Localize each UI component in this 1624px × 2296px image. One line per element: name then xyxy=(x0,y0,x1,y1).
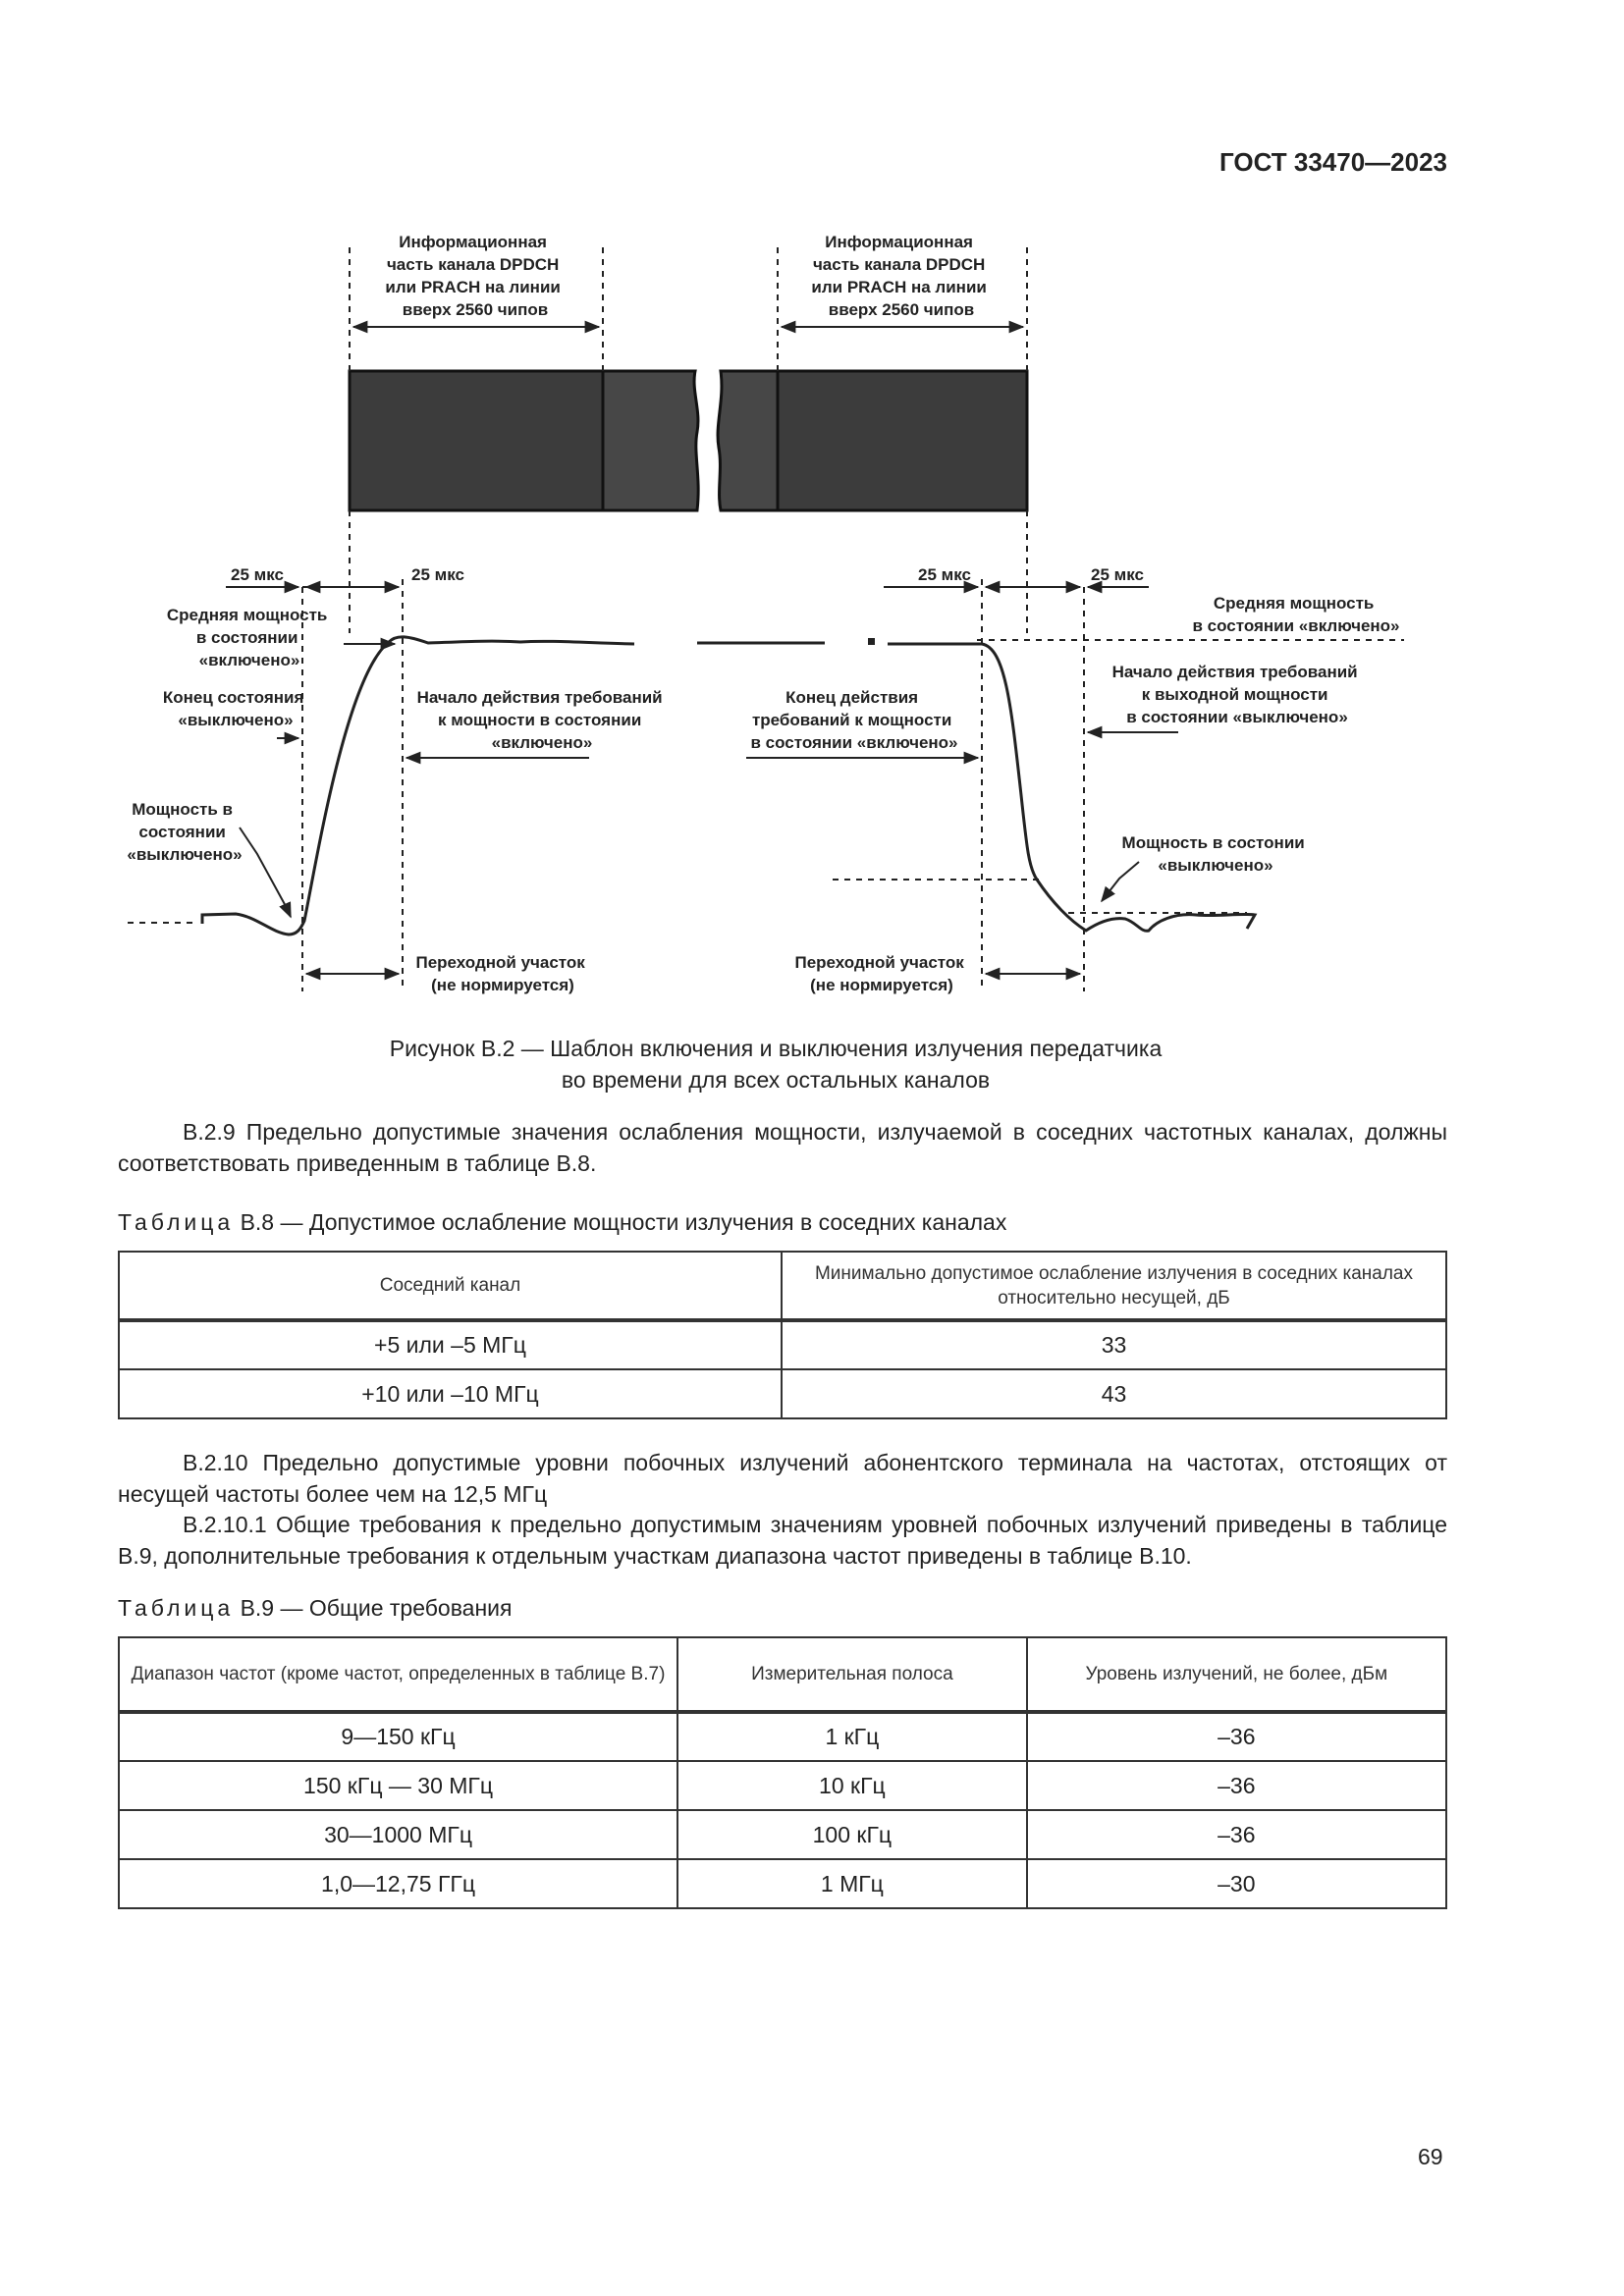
table-row: +10 или –10 МГц 43 xyxy=(119,1369,1446,1418)
table-b9-caption: Таблица В.9 — Общие требования xyxy=(118,1595,513,1621)
table-b9-header-bandwidth: Измерительная полоса xyxy=(677,1637,1027,1712)
avg-power-on-label-right: Средняя мощность в состоянии «включено» xyxy=(1192,594,1400,635)
page-number: 69 xyxy=(1418,2144,1443,2169)
table-row: 150 кГц — 30 МГц 10 кГц –36 xyxy=(119,1761,1446,1810)
off-power-label-left: Мощность в состоянии «выключено» xyxy=(127,800,243,864)
transition-label-right: Переходной участок (не нормируется) xyxy=(794,953,964,994)
end-off-state-label: Конец состояния «выключено» xyxy=(162,688,304,729)
label-25us-4: 25 мкс xyxy=(1091,565,1144,584)
figure-caption xyxy=(0,1033,1551,1095)
table-b9-header-range: Диапазон частот (кроме частот, определенных в таблице В.7) xyxy=(119,1637,677,1712)
table-b9-header-level: Уровень излучений, не более, дБм xyxy=(1027,1637,1446,1712)
table-b8-caption: Таблица В.8 — Допустимое ослабление мощности излучения в соседних каналах xyxy=(118,1209,1007,1235)
signal-bar xyxy=(350,371,1027,510)
paragraph-b2101: В.2.10.1 Общие требования к предельно допустимым значениям уровней побочных излучений приведены в таблице В.9, дополнительные требования к отдельным участкам диапазона частот приведены в таблице В.10. xyxy=(118,1512,1447,1569)
table-row: 30—1000 МГц 100 кГц –36 xyxy=(119,1810,1446,1859)
table-b8 xyxy=(118,1251,1447,1419)
transmitter-on-off-template-figure xyxy=(0,0,1624,1021)
transition-label-left: Переходной участок (не нормируется) xyxy=(415,953,585,994)
avg-power-on-label-left: Средняя мощность в состоянии «включено» xyxy=(166,606,328,669)
paragraph-b29: В.2.9 Предельно допустимые значения ослабления мощности, излучаемой в соседних частотных каналах, должны соответствовать приведенным в таблице В.8. xyxy=(118,1119,1447,1176)
table-row: 9—150 кГц 1 кГц –36 xyxy=(119,1712,1446,1761)
info-part-label-left: Информационная часть канала DPDCH или PRACH на линии вверх 2560 чипов xyxy=(385,233,561,319)
label-25us-2: 25 мкс xyxy=(411,565,464,584)
off-power-label-right: Мощность в состонии «выключено» xyxy=(1121,833,1305,875)
figure-caption-line-2: во времени для всех остальных каналов xyxy=(561,1067,991,1093)
label-25us-3: 25 мкс xyxy=(918,565,971,584)
table-row: +5 или –5 МГц 33 xyxy=(119,1320,1446,1369)
document-code: ГОСТ 33470—2023 xyxy=(1219,147,1447,177)
figure-caption-line-1: Рисунок В.2 — Шаблон включения и выключения излучения передатчика xyxy=(389,1036,1163,1061)
paragraph-b210: В.2.10 Предельно допустимые уровни побочных излучений абонентского терминала на частотах, отстоящих от несущей частоты более чем на 12,5 МГц xyxy=(118,1450,1447,1507)
info-part-label-right: Информационная часть канала DPDCH или PRACH на линии вверх 2560 чипов xyxy=(811,233,987,319)
start-on-requirements-label: Начало действия требований к мощности в состоянии «включено» xyxy=(416,688,663,752)
table-b8-header-attenuation: Минимально допустимое ослабление излучения в соседних каналах относительно несущей, дБ xyxy=(782,1252,1446,1320)
end-on-requirements-label: Конец действия требований к мощности в состоянии «включено» xyxy=(750,688,958,752)
table-row: 1,0—12,75 ГГц 1 МГц –30 xyxy=(119,1859,1446,1908)
table-b8-header-channel: Соседний канал xyxy=(119,1252,782,1320)
label-25us-1: 25 мкс xyxy=(231,565,284,584)
table-b9 xyxy=(118,1636,1447,1909)
power-envelope xyxy=(202,637,1255,934)
start-off-requirements-label: Начало действия требований к выходной мощности в состоянии «выключено» xyxy=(1111,663,1358,726)
